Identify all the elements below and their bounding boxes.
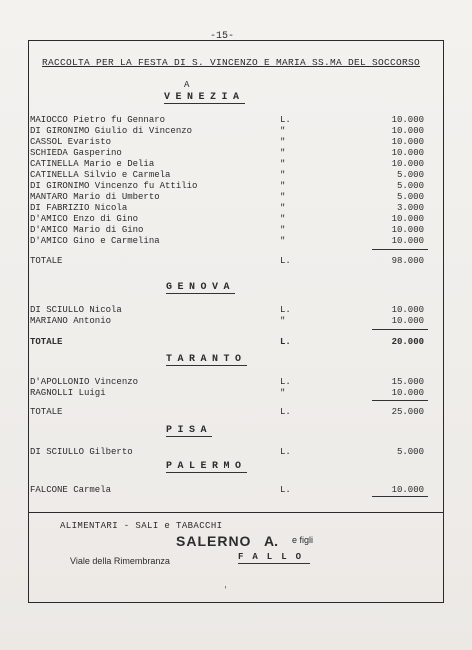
donation-amount: 10.000 — [391, 126, 424, 136]
donor-name: CASSOL Evaristo — [30, 137, 112, 147]
donor-name: CATINELLA Silvio e Carmela — [30, 170, 171, 180]
list-item — [30, 159, 430, 170]
ditto-mark: " — [280, 181, 286, 191]
section-title-taranto: TARANTO — [166, 354, 247, 365]
list-item — [30, 148, 430, 159]
list-item — [30, 225, 430, 236]
donation-amount: 10.000 — [391, 148, 424, 158]
ditto-mark: " — [280, 170, 286, 180]
collection-title: RACCOLTA PER LA FESTA DI S. VINCENZO E MARIA SS.MA DEL SOCCORSO — [42, 57, 421, 68]
donor-name: DI SCIULLO Gilberto — [30, 447, 133, 457]
total-amount: 98.000 — [391, 256, 424, 266]
donation-amount: 10.000 — [391, 388, 424, 398]
currency-mark: L. — [280, 256, 291, 266]
donation-amount: 10.000 — [391, 115, 424, 125]
section-title-palermo: PALERMO — [166, 461, 247, 472]
donor-name: DI GIRONIMO Vincenzo fu Attilio — [30, 181, 198, 191]
ditto-mark: " — [280, 159, 286, 169]
ditto-mark: " — [280, 126, 286, 136]
donation-amount: 10.000 — [391, 137, 424, 147]
ad-brand-name: SALERNO — [176, 533, 252, 549]
donor-name: D'AMICO Gino e Carmelina — [30, 236, 160, 246]
donor-name: DI SCIULLO Nicola — [30, 305, 122, 315]
donor-name: D'AMICO Mario di Gino — [30, 225, 144, 235]
list-item — [30, 115, 430, 126]
donor-name: SCHIEDA Gasperino — [30, 148, 122, 158]
donor-name: D'APOLLONIO Vincenzo — [30, 377, 139, 387]
donation-amount: 5.000 — [396, 192, 424, 202]
currency-mark: L. — [280, 377, 291, 387]
list-item — [30, 316, 430, 327]
ditto-mark: " — [280, 192, 286, 202]
list-item — [30, 126, 430, 137]
letter-a: A — [184, 80, 190, 90]
list-item — [30, 170, 430, 181]
ditto-mark: " — [280, 203, 286, 213]
list-item — [30, 305, 430, 316]
list-item — [30, 214, 430, 225]
donor-name: MARIANO Antonio — [30, 316, 112, 326]
ditto-mark: " — [280, 148, 286, 158]
donation-amount: 10.000 — [391, 485, 424, 495]
donation-amount: 10.000 — [391, 225, 424, 235]
list-item — [30, 447, 430, 458]
sum-rule — [372, 400, 428, 401]
total-row — [30, 407, 430, 418]
total-row — [30, 256, 430, 267]
donation-amount: 10.000 — [391, 305, 424, 315]
donation-amount: 5.000 — [396, 447, 424, 457]
total-label: TOTALE — [30, 337, 63, 347]
donor-name: DI FABRIZIO Nicola — [30, 203, 128, 213]
list-item — [30, 236, 430, 247]
sum-rule — [372, 329, 428, 330]
total-amount: 25.000 — [391, 407, 424, 417]
total-amount: 20.000 — [391, 337, 424, 347]
donation-amount: 5.000 — [396, 181, 424, 191]
currency-mark: L. — [280, 407, 291, 417]
ditto-mark: " — [280, 225, 286, 235]
list-item — [30, 137, 430, 148]
donor-name: FALCONE Carmela — [30, 485, 112, 495]
ditto-mark: " — [280, 214, 286, 224]
ditto-mark: " — [280, 316, 286, 326]
section-title-venezia: VENEZIA — [164, 92, 245, 103]
list-item — [30, 203, 430, 214]
list-item — [30, 377, 430, 388]
ditto-mark: " — [280, 137, 286, 147]
ditto-mark: " — [280, 388, 286, 398]
currency-mark: L. — [280, 447, 291, 457]
donor-name: RAGNOLLI Luigi — [30, 388, 106, 398]
total-row — [30, 337, 430, 348]
section-title-genova: GENOVA — [166, 282, 236, 293]
list-item — [30, 485, 430, 496]
section-title-pisa: PISA — [166, 425, 213, 436]
currency-mark: L. — [280, 305, 291, 315]
donation-amount: 10.000 — [391, 214, 424, 224]
donation-amount: 5.000 — [396, 170, 424, 180]
total-label: TOTALE — [30, 256, 63, 266]
currency-mark: L. — [280, 485, 291, 495]
ad-shop-type: ALIMENTARI - SALI e TABACCHI — [60, 521, 223, 531]
sum-rule — [372, 249, 428, 250]
total-label: TOTALE — [30, 407, 63, 417]
list-item — [30, 192, 430, 203]
page-number: -15- — [210, 31, 235, 42]
donation-amount: 10.000 — [391, 159, 424, 169]
ad-initial: A. — [264, 533, 278, 549]
donor-name: D'AMICO Enzo di Gino — [30, 214, 139, 224]
sum-rule — [372, 496, 428, 497]
tick-mark: ' — [223, 586, 228, 595]
ad-town: FALLO — [238, 552, 311, 562]
ditto-mark: " — [280, 236, 286, 246]
list-item — [30, 388, 430, 399]
donor-name: MANTARO Mario di Umberto — [30, 192, 160, 202]
currency-mark: L. — [280, 115, 291, 125]
currency-mark: L. — [280, 337, 291, 347]
donation-amount: 15.000 — [391, 377, 424, 387]
ad-suffix: e figli — [292, 535, 314, 545]
donation-amount: 10.000 — [391, 236, 424, 246]
ad-street: Viale della Rimembranza — [70, 556, 170, 566]
frame-divider — [28, 512, 444, 513]
donor-name: DI GIRONIMO Giulio di Vincenzo — [30, 126, 193, 136]
list-item — [30, 181, 430, 192]
donor-name: CATINELLA Mario e Delia — [30, 159, 155, 169]
donation-amount: 10.000 — [391, 316, 424, 326]
donation-amount: 3.000 — [396, 203, 424, 213]
donor-name: MAIOCCO Pietro fu Gennaro — [30, 115, 166, 125]
